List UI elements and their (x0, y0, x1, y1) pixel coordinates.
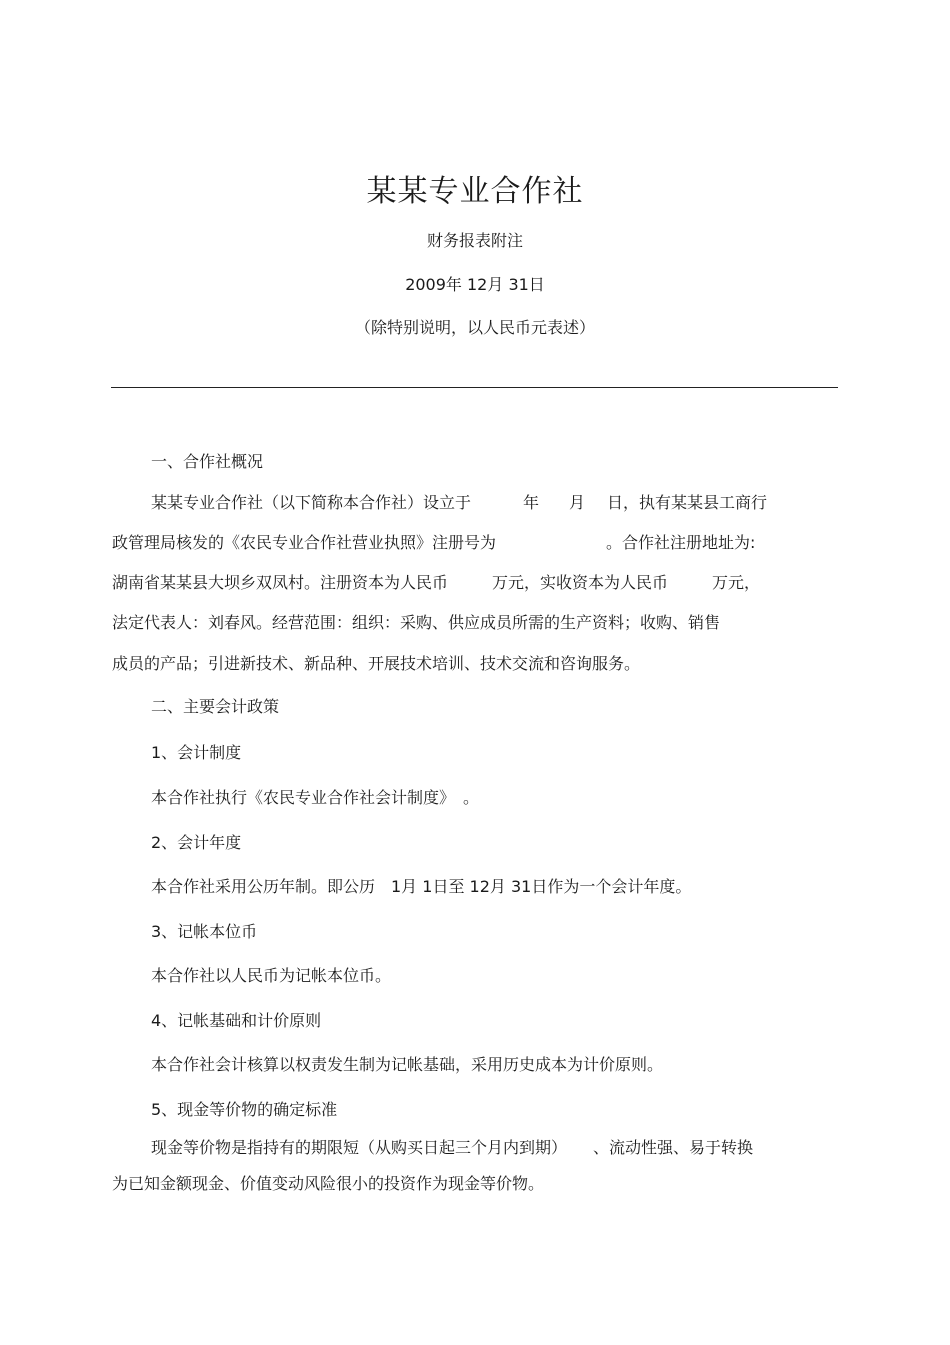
text-fiscal-year: 本合作社采用公历年制。即公历 1月 1日至 12月 31日作为一个会计年度。 (151, 877, 692, 896)
subheading-accounting-basis: 4、记帐基础和计价原则 (151, 1011, 322, 1030)
subheading-accounting-system: 1、会计制度 (151, 743, 242, 762)
overview-paragraph-line-5: 成员的产品；引进新技术、新品种、开展技术培训、技术交流和咨询服务。 (112, 654, 641, 673)
text-cash-equivalents-line-1 (151, 1137, 753, 1159)
overview-text: 万元，实收资本为人民币 (492, 573, 669, 592)
section-heading-accounting-policies: 二、主要会计政策 (151, 697, 280, 716)
currency-note: （除特别说明，以人民币元表述） (354, 318, 595, 337)
overview-text: 湖南省某某县大坝乡双凤村。注册资本为人民币 (112, 573, 449, 592)
text-functional-currency: 本合作社以人民币为记帐本位币。 (151, 966, 392, 985)
text-cash-equivalents-line-2: 为已知金额现金、价值变动风险很小的投资作为现金等价物。 (112, 1174, 545, 1193)
overview-text: 。合作社注册地址为: (606, 533, 756, 552)
overview-month-label: 月 (569, 493, 586, 512)
overview-year-label: 年 (523, 493, 540, 512)
cash-equivalents-text: 现金等价物是指持有的期限短（从购买日起三个月内到期） (151, 1138, 568, 1157)
overview-paragraph-line-1 (151, 492, 767, 514)
overview-paragraph-line-2 (112, 532, 755, 554)
overview-text: 日，执有某某县工商行 (607, 493, 768, 512)
subheading-cash-equivalents: 5、现金等价物的确定标准 (151, 1100, 338, 1119)
overview-text: 某某专业合作社（以下简称本合作社）设立于 (151, 493, 472, 512)
text-accounting-system: 本合作社执行《农民专业合作社会计制度》 。 (151, 788, 480, 807)
overview-paragraph-line-4: 法定代表人：刘春风。经营范围：组织：采购、供应成员所需的生产资料；收购、销售 (112, 613, 721, 632)
text-accounting-basis: 本合作社会计核算以权责发生制为记帐基础，采用历史成本为计价原则。 (151, 1055, 664, 1074)
document-date: 2009年 12月 31日 (405, 275, 545, 294)
subheading-functional-currency: 3、记帐本位币 (151, 922, 258, 941)
document-title: 某某专业合作社 (366, 174, 584, 209)
overview-text: 政管理局核发的《农民专业合作社营业执照》注册号为 (112, 533, 497, 552)
cash-equivalents-text: 、流动性强、易于转换 (593, 1138, 754, 1157)
section-heading-overview: 一、合作社概况 (151, 452, 264, 471)
document-subtitle: 财务报表附注 (426, 231, 523, 250)
overview-text: 万元， (712, 573, 761, 592)
header-divider (111, 387, 838, 388)
subheading-fiscal-year: 2、会计年度 (151, 833, 242, 852)
overview-paragraph-line-3 (112, 572, 760, 594)
